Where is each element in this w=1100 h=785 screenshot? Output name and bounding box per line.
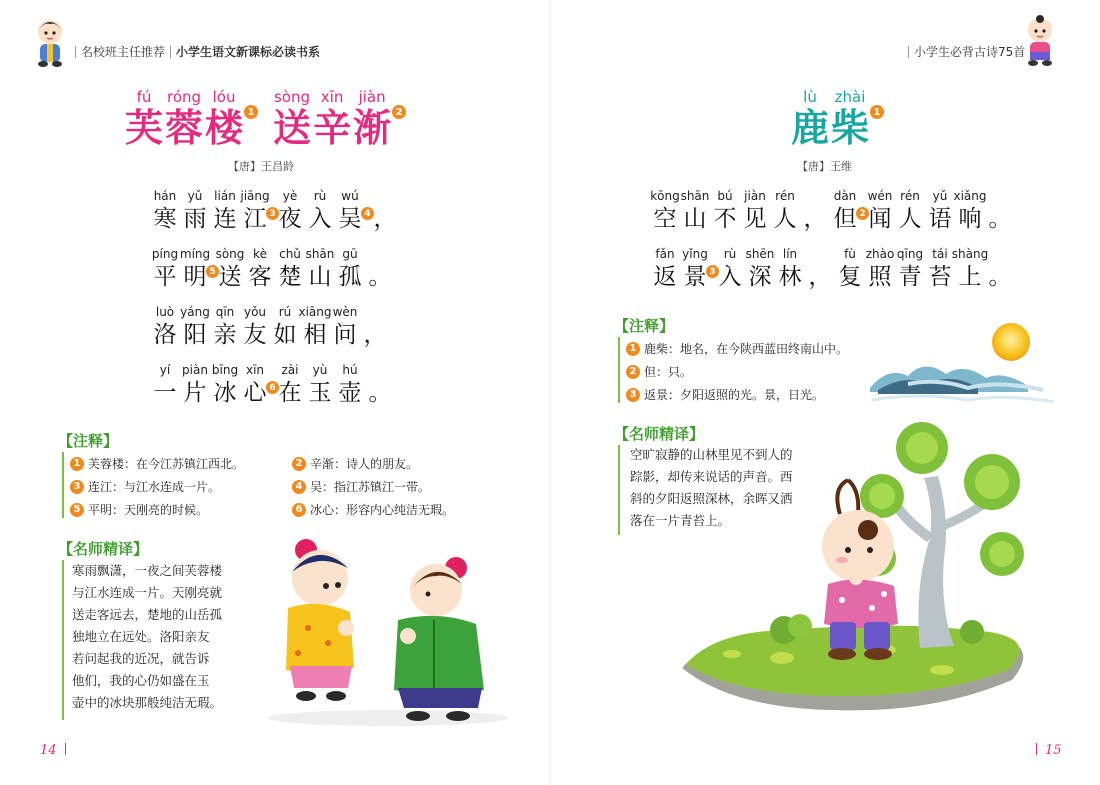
notes-rule [618, 337, 620, 403]
pinyin: wèn [332, 305, 358, 319]
pinyin: qīng [896, 247, 924, 261]
translation-line: 空旷寂静的山林里见不到人的 [630, 447, 793, 462]
poem-char [800, 188, 830, 234]
hanzi: 芙 [125, 106, 164, 150]
poem-char [370, 188, 400, 234]
page-number-right: 15 [1036, 743, 1062, 758]
hanzi: 。 [988, 206, 1012, 232]
note-badge: 3 [626, 388, 640, 402]
hanzi: 入 [718, 264, 742, 290]
note-badge: 3 [266, 207, 279, 220]
hanzi: 。 [988, 264, 1012, 290]
hanzi: 寒 [153, 206, 177, 232]
note-text: 鹿柴：地名，在今陕西蓝田终南山中。 [644, 342, 849, 356]
hanzi: 不 [713, 206, 737, 232]
poem-char [650, 246, 680, 292]
pinyin: rú [278, 305, 292, 319]
poem-char [180, 304, 210, 350]
poem-char [275, 188, 305, 234]
hanzi: 在 [278, 380, 302, 406]
hanzi: 但 [833, 206, 857, 232]
note-badge: 6 [292, 503, 306, 517]
header-left [70, 43, 320, 60]
hanzi: 夜 [278, 206, 302, 232]
pinyin: rén [900, 189, 920, 203]
note-badge: 4 [292, 480, 306, 494]
hanzi: 。 [368, 380, 392, 406]
poem-char [770, 188, 800, 234]
poem-char [365, 362, 395, 408]
title-char [165, 87, 203, 149]
note-badge: 2 [292, 457, 306, 471]
notes-rule [62, 452, 64, 518]
note-text: 平明：天刚亮的时候。 [88, 503, 209, 517]
pinyin: xiāng [298, 305, 332, 319]
pinyin: sòng [274, 88, 311, 106]
poem-char [775, 246, 805, 292]
note-badge: 5 [206, 265, 219, 278]
poem-line [150, 304, 400, 350]
note-badge: 1 [870, 105, 884, 119]
hanzi: 蓉 [165, 106, 204, 150]
header-right [903, 43, 1036, 60]
spread-gutter [549, 0, 551, 785]
translation-rule [618, 445, 620, 535]
pinyin: yè [282, 189, 298, 203]
poem-char [740, 188, 770, 234]
note-text: 辛渐：诗人的朋友。 [310, 457, 419, 471]
translation-line: 送走客远去，楚地的山岳孤 [72, 607, 223, 622]
note-item [70, 501, 292, 518]
header-tag: 名校班主任推荐 [81, 45, 166, 59]
title-char [831, 87, 869, 149]
pinyin: shēn [745, 247, 775, 261]
note-badge: 6 [266, 381, 279, 394]
title-char [273, 87, 311, 149]
poem-char [305, 246, 335, 292]
poem-char [150, 304, 180, 350]
hanzi: 楼 [205, 106, 244, 150]
note-badge: 2 [856, 207, 869, 220]
hanzi: 送 [273, 106, 312, 150]
translation-rule [62, 560, 64, 720]
hanzi: 心 [243, 380, 267, 406]
hanzi: 闻 [868, 206, 892, 232]
poem-char [745, 246, 775, 292]
hanzi: 苔 [928, 264, 952, 290]
hanzi: 片 [183, 380, 207, 406]
hanzi: 江 [243, 206, 267, 232]
poem-line [150, 362, 400, 408]
pinyin: míng [179, 247, 211, 261]
hanzi: 一 [153, 380, 177, 406]
poem-char [925, 246, 955, 292]
translation-line: 斜的夕阳返照深林，余晖又洒 [630, 491, 793, 506]
hanzi: 问 [333, 322, 357, 348]
pinyin: rù [723, 247, 737, 261]
title-char [205, 87, 243, 149]
pinyin: zài [281, 363, 299, 377]
boy-mascot-right-icon [1022, 14, 1058, 68]
translation-line: 寒雨飘潇，一夜之间芙蓉楼 [72, 563, 223, 578]
hanzi: 复 [838, 264, 862, 290]
hanzi: 上 [958, 264, 982, 290]
hanzi: 渐 [353, 106, 392, 150]
poem-line [150, 246, 400, 292]
hanzi: ， [808, 264, 832, 290]
hanzi: 阳 [183, 322, 207, 348]
note-badge: 3 [706, 265, 719, 278]
pinyin: xīn [320, 88, 344, 106]
poem-line [650, 246, 1015, 292]
poem-char [300, 304, 330, 350]
child-tree-illustration [672, 418, 1062, 718]
hanzi: 吴 [338, 206, 362, 232]
poem-char [210, 362, 240, 408]
hanzi: 空 [653, 206, 677, 232]
translation-left [72, 560, 262, 714]
pinyin: chǔ [279, 247, 301, 261]
poem-char [650, 188, 680, 234]
pinyin: fù [844, 247, 856, 261]
pinyin: qīn [215, 305, 235, 319]
translation-line: 落在一片青苔上。 [630, 513, 731, 528]
hanzi: 语 [928, 206, 952, 232]
author-right [797, 158, 852, 174]
hanzi: 玉 [308, 380, 332, 406]
pinyin: lín [782, 247, 798, 261]
poem-title-left [124, 87, 406, 149]
translation-line: 踪影，却传来说话的声音。西 [630, 469, 793, 484]
title-char [125, 87, 163, 149]
pinyin: hú [342, 363, 358, 377]
hanzi: 相 [303, 322, 327, 348]
pinyin: zhào [865, 247, 895, 261]
poem-char [275, 246, 305, 292]
pinyin: dàn [833, 189, 857, 203]
note-badge: 5 [70, 503, 84, 517]
pinyin: rù [313, 189, 327, 203]
pinyin: sòng [215, 247, 245, 261]
pinyin: shàng [951, 247, 989, 261]
poem-char [335, 246, 365, 292]
note-item [70, 455, 292, 472]
header-series: 小学生语文新课标必读书系 [176, 45, 321, 59]
pinyin: wén [867, 189, 893, 203]
hanzi: 明 [183, 264, 207, 290]
hanzi: 壶 [338, 380, 362, 406]
pinyin: lù [803, 88, 817, 106]
hanzi: 山 [683, 206, 707, 232]
hanzi: 返 [653, 264, 677, 290]
pinyin: xīn [245, 363, 265, 377]
pinyin: zhài [834, 88, 866, 106]
poem-char [710, 188, 740, 234]
hanzi: 响 [958, 206, 982, 232]
poem-char [210, 188, 240, 234]
pinyin: gū [342, 247, 358, 261]
pinyin: yǔ [187, 189, 203, 203]
hanzi: 孤 [338, 264, 362, 290]
pinyin: kè [253, 247, 267, 261]
note-item [292, 501, 454, 518]
poet-name: 王维 [830, 160, 852, 173]
pinyin: bīng [211, 363, 239, 377]
poem-char [180, 362, 210, 408]
pinyin: kōng [650, 189, 680, 203]
pinyin: yǔ [932, 189, 948, 203]
poem-char [180, 188, 210, 234]
poem-char [215, 246, 245, 292]
pinyin: jiāng [240, 189, 270, 203]
poem-char [680, 188, 710, 234]
hanzi: 见 [743, 206, 767, 232]
translation-line: 与江水连成一片。天刚亮就 [72, 585, 223, 600]
hanzi: ， [363, 322, 387, 348]
pinyin: lián [214, 189, 236, 203]
poem-char [835, 246, 865, 292]
sun-mountains-illustration [868, 318, 1058, 410]
hanzi: 连 [213, 206, 237, 232]
pinyin: róng [167, 88, 202, 106]
note-item [292, 478, 430, 495]
hanzi: 林 [778, 264, 802, 290]
hanzi: 雨 [183, 206, 207, 232]
poem-char [895, 188, 925, 234]
pinyin: luò [155, 305, 175, 319]
poem-char [335, 362, 365, 408]
dynasty: 【唐】 [797, 160, 830, 173]
poem-char [240, 304, 270, 350]
pinyin: fú [136, 88, 152, 106]
poem-char [895, 246, 925, 292]
poem-body-left [150, 188, 400, 408]
poem-char [210, 304, 240, 350]
pinyin: yáng [180, 305, 210, 319]
hanzi: 如 [273, 322, 297, 348]
poem-line [650, 188, 1015, 234]
poem-char [865, 188, 895, 234]
note-badge: 1 [244, 105, 258, 119]
hanzi: 冰 [213, 380, 237, 406]
hanzi: 楚 [278, 264, 302, 290]
translation-line: 独地立在远处。洛阳亲友 [72, 629, 210, 644]
hanzi: 山 [308, 264, 332, 290]
hanzi: 青 [898, 264, 922, 290]
poem-char [985, 188, 1015, 234]
hanzi: ， [803, 206, 827, 232]
pinyin: yù [312, 363, 328, 377]
hanzi: 柴 [831, 106, 870, 150]
poem-char [925, 188, 955, 234]
poem-char [955, 188, 985, 234]
hanzi: 洛 [153, 322, 177, 348]
note-text: 冰心：形容内心纯洁无瑕。 [310, 503, 455, 517]
hanzi: 客 [248, 264, 272, 290]
note-text: 连江：与江水连成一片。 [88, 480, 221, 494]
translation-line: 他们，我的心仍如盛在玉 [72, 673, 210, 688]
note-badge: 2 [392, 105, 406, 119]
note-text: 芙蓉楼：在今江苏镇江西北。 [88, 457, 245, 471]
hanzi: 鹿 [791, 106, 830, 150]
pinyin: rén [775, 189, 795, 203]
poem-char [275, 362, 305, 408]
translation-line: 壶中的冰块那般纯洁无瑕。 [72, 695, 223, 710]
pinyin: yǐng [682, 247, 708, 261]
pinyin: wú [341, 189, 359, 203]
pinyin: shān [680, 189, 710, 203]
translation-heading-right: 【名师精译】 [614, 425, 705, 443]
hanzi: 。 [368, 264, 392, 290]
note-item [626, 340, 906, 357]
pinyin: tái [932, 247, 948, 261]
pinyin: bú [717, 189, 733, 203]
poem-char [245, 246, 275, 292]
poem-char [985, 246, 1015, 292]
note-item [292, 455, 418, 472]
note-badge: 1 [70, 457, 84, 471]
note-item [70, 478, 292, 495]
notes-list-left [70, 455, 510, 518]
hanzi: 亲 [213, 322, 237, 348]
poem-line [150, 188, 400, 234]
poem-char [330, 304, 360, 350]
dynasty: 【唐】 [228, 160, 261, 173]
note-badge: 3 [70, 480, 84, 494]
poet-name: 王昌龄 [261, 160, 294, 173]
pinyin: fǎn [655, 247, 675, 261]
pinyin: shān [305, 247, 335, 261]
note-text: 但：只。 [644, 365, 693, 379]
poem-char [305, 188, 335, 234]
translation-heading-left: 【名师精译】 [58, 540, 149, 558]
author-left [228, 158, 294, 174]
children-bowing-illustration [258, 528, 528, 728]
note-text: 吴：指江苏镇江一带。 [310, 480, 431, 494]
hanzi: 照 [868, 264, 892, 290]
hanzi: 友 [243, 322, 267, 348]
pinyin: yǒu [243, 305, 267, 319]
note-badge: 4 [361, 207, 374, 220]
pinyin: yí [159, 363, 171, 377]
poem-char [951, 246, 989, 292]
hanzi: 入 [308, 206, 332, 232]
poem-char [365, 246, 395, 292]
note-badge: 2 [626, 365, 640, 379]
pinyin: jiàn [358, 88, 386, 106]
hanzi: 深 [748, 264, 772, 290]
translation-line: 若问起我的近况，就告诉 [72, 651, 210, 666]
title-char [791, 87, 829, 149]
hanzi: 平 [153, 264, 177, 290]
poem-title-right [790, 87, 884, 149]
hanzi: 送 [218, 264, 242, 290]
hanzi: 辛 [313, 106, 352, 150]
poem-char [150, 362, 180, 408]
pinyin: lóu [212, 88, 236, 106]
title-char [313, 87, 351, 149]
poem-char [150, 188, 180, 234]
hanzi: ， [373, 206, 397, 232]
hanzi: 人 [898, 206, 922, 232]
hanzi: 人 [773, 206, 797, 232]
notes-heading-right: 【注释】 [614, 317, 675, 335]
pinyin: xiǎng [953, 189, 987, 203]
pinyin: píng [151, 247, 179, 261]
poem-char [360, 304, 390, 350]
note-text: 返景：夕阳返照的光。景，日光。 [644, 388, 825, 402]
title-char [353, 87, 391, 149]
note-item [626, 363, 906, 380]
hanzi: 景 [683, 264, 707, 290]
pinyin: piàn [182, 363, 208, 377]
poem-char [865, 246, 895, 292]
note-badge: 1 [626, 342, 640, 356]
pinyin: jiàn [744, 189, 766, 203]
poem-char [150, 246, 180, 292]
poem-char [805, 246, 835, 292]
page-number-left: 14 [40, 743, 66, 758]
notes-list-right [626, 340, 906, 403]
poem-char [270, 304, 300, 350]
header-right-series: 小学生必背古诗75首 [914, 45, 1026, 59]
notes-heading-left: 【注释】 [58, 432, 119, 450]
boy-mascot-left-icon [32, 16, 68, 68]
poem-body-right [650, 188, 1015, 292]
note-item [626, 386, 906, 403]
pinyin: hán [153, 189, 177, 203]
poem-char [715, 246, 745, 292]
poem-char [305, 362, 335, 408]
